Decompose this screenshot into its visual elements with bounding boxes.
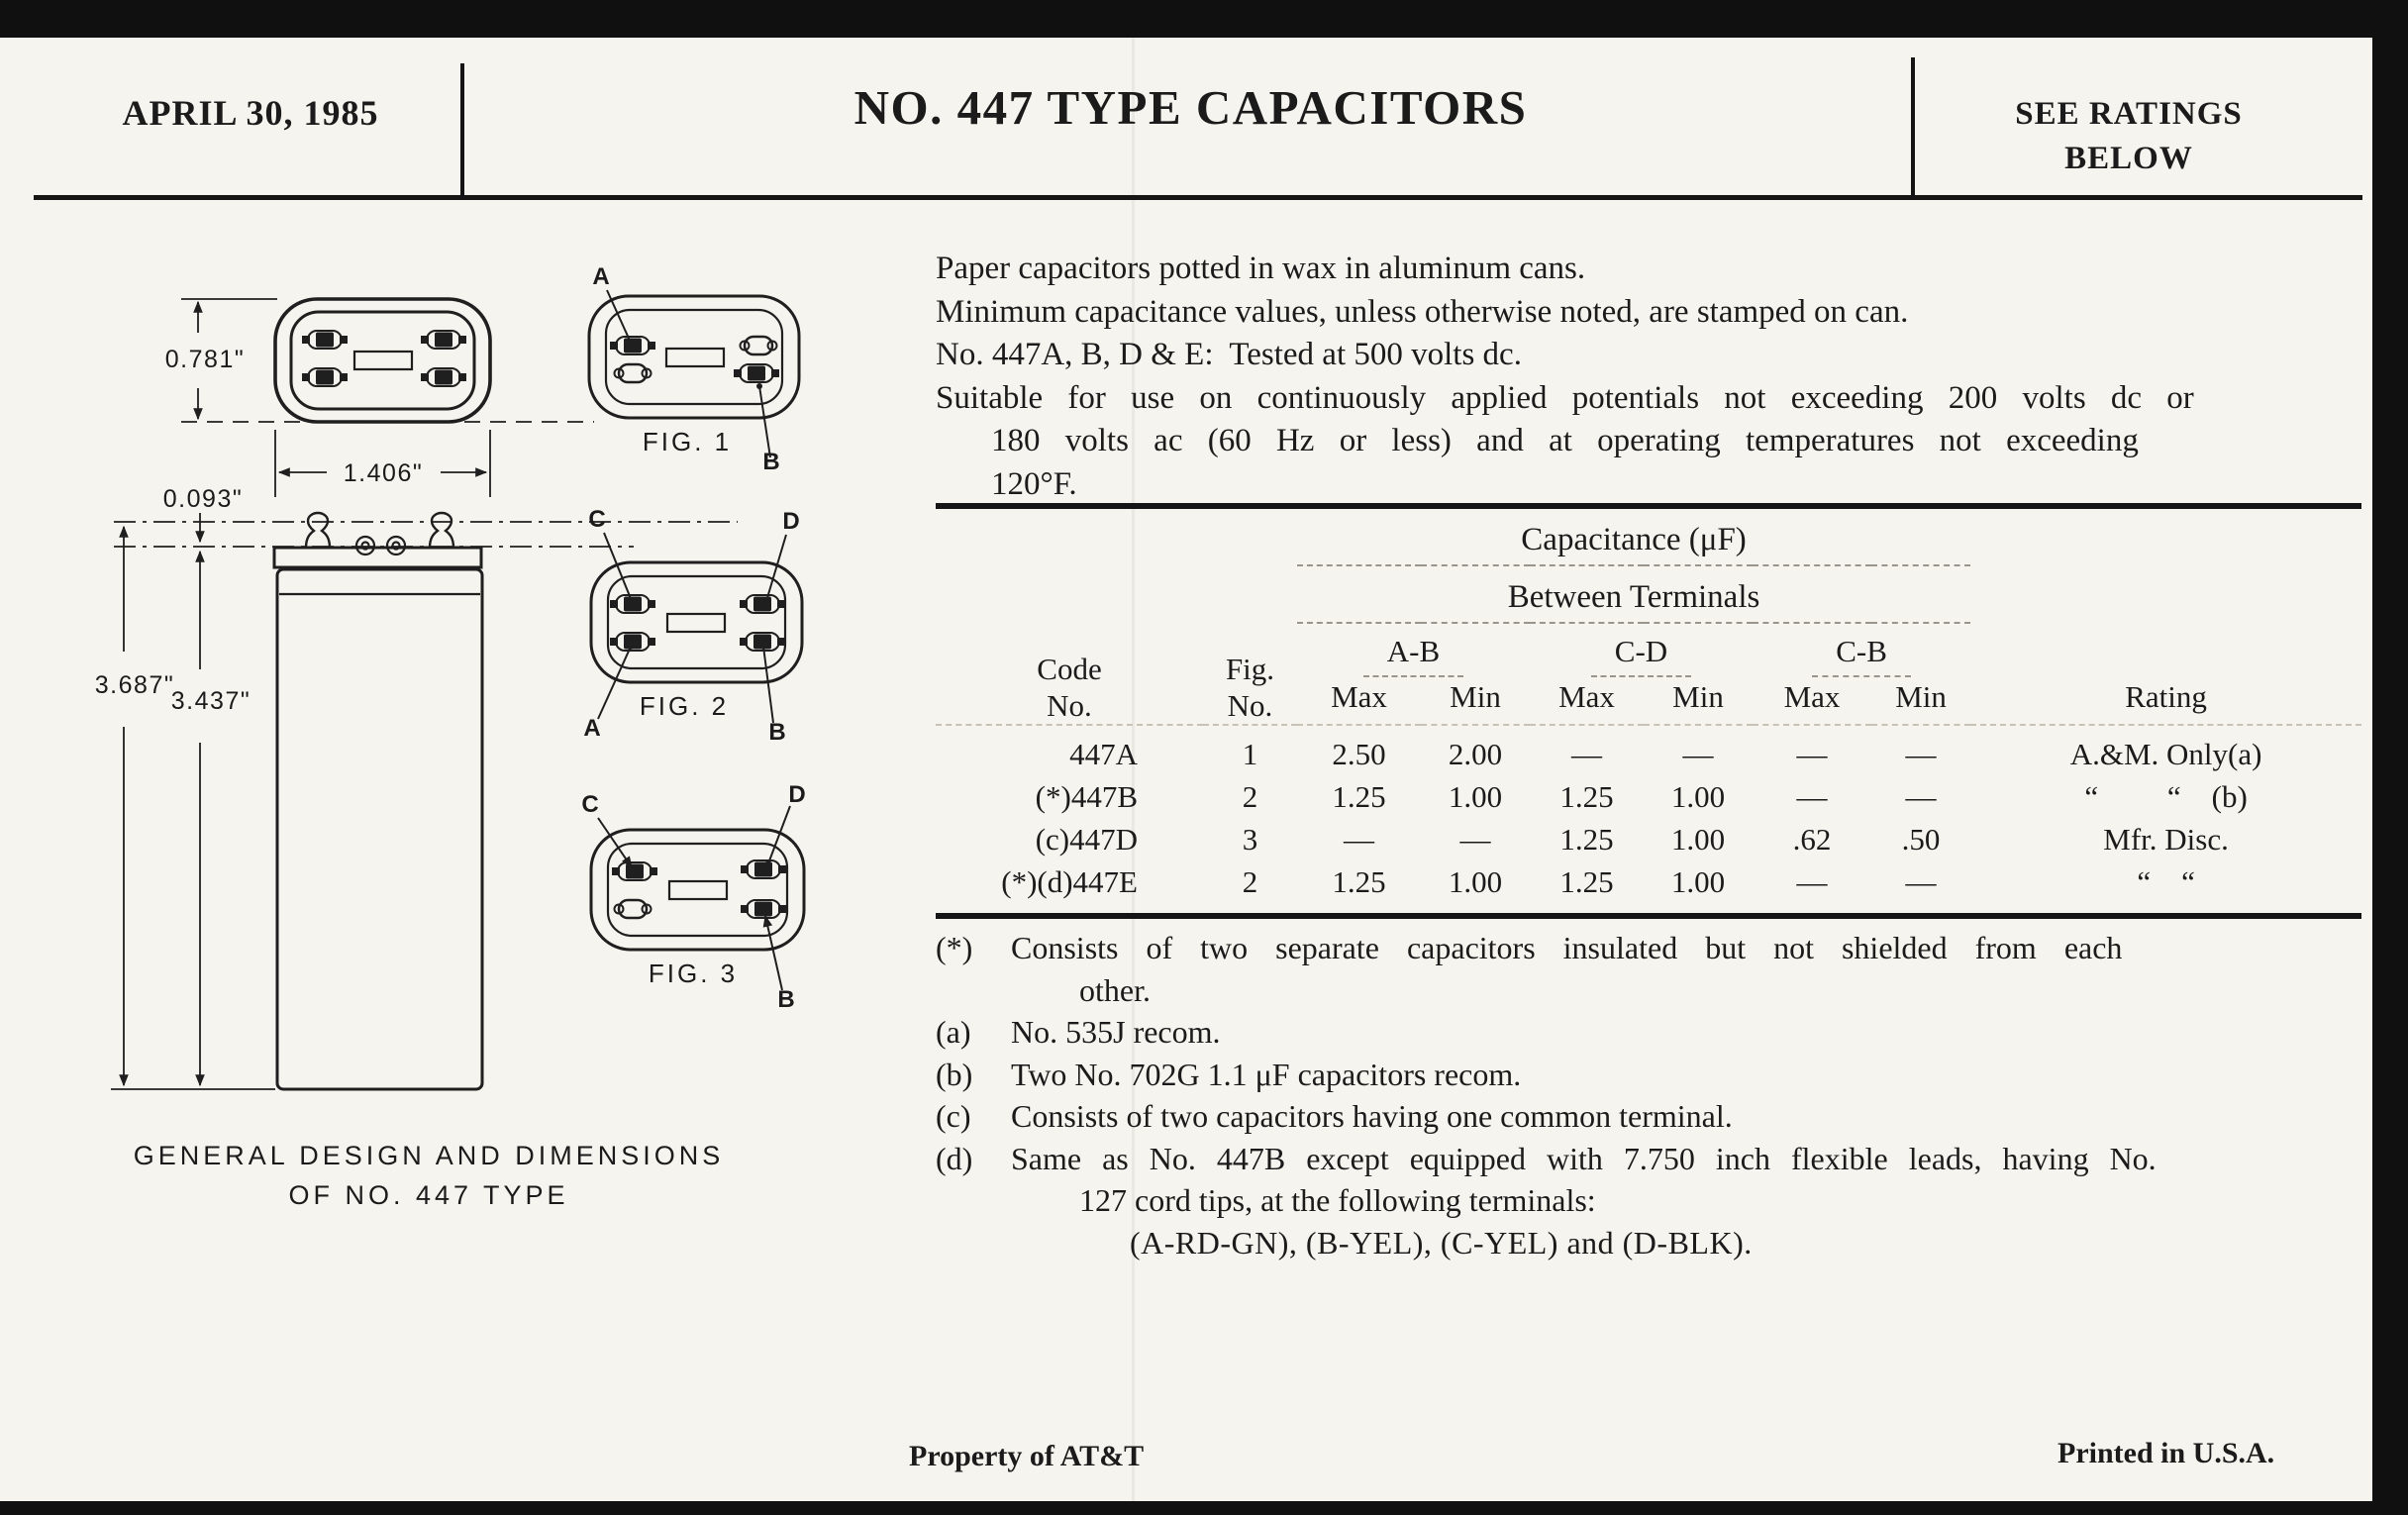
cell-ab-max: 1.25 bbox=[1332, 864, 1386, 899]
printed-notice: Printed in U.S.A. bbox=[2057, 1437, 2275, 1469]
fig2-terminal-d-label: D bbox=[782, 508, 800, 535]
footnote-star: (*) Consists of two separate capacitors insulated but not shielded from each bbox=[936, 930, 2123, 965]
cell-cd-max: 1.25 bbox=[1559, 864, 1614, 899]
col-header-code: Code No. bbox=[936, 623, 1203, 725]
terminal-d-icon bbox=[741, 860, 786, 878]
footnote-d-cont1: 127 cord tips, at the following terminals: bbox=[1079, 1182, 1596, 1218]
col-header-cd-max: Max bbox=[1530, 677, 1644, 725]
terminal-hole-icon bbox=[615, 900, 652, 918]
footnote-d: (d) Same as No. 447B except equipped with 7.750 inch flexible leads, having No. bbox=[936, 1140, 2157, 1176]
cell-cb-min: — bbox=[1905, 737, 1937, 771]
terminal-d-icon bbox=[740, 595, 785, 613]
cell-code: (*)447B bbox=[1035, 779, 1138, 814]
terminal-c-icon bbox=[610, 595, 655, 613]
cell-ab-min: 1.00 bbox=[1448, 864, 1503, 899]
table-row bbox=[936, 772, 2361, 815]
fig2-terminal-c-label: C bbox=[588, 506, 606, 533]
footnote-d-cont2: (A-RD-GN), (B-YEL), (C-YEL) and (D-BLK). bbox=[1130, 1224, 1753, 1261]
ratings-note-line2: BELOW bbox=[2064, 141, 2193, 176]
col-header-ab-max: Max bbox=[1297, 677, 1421, 725]
cell-cd-min: 1.00 bbox=[1670, 779, 1726, 814]
intro-line-2: Minimum capacitance values, unless otherwise noted, are stamped on can. bbox=[936, 293, 1909, 330]
technical-drawing bbox=[59, 238, 881, 1287]
footnote-c: (c) Consists of two capacitors having one common terminal. bbox=[936, 1098, 1733, 1134]
top-view-drawing bbox=[163, 299, 594, 542]
dim-overall-label: 3.687" bbox=[94, 671, 175, 699]
cell-cd-min: — bbox=[1682, 737, 1714, 771]
cell-ab-min: 1.00 bbox=[1448, 779, 1503, 814]
terminal-icon bbox=[302, 331, 348, 349]
drawing-caption-line1: GENERAL DESIGN AND DIMENSIONS bbox=[133, 1141, 725, 1170]
group-header-cb: C-B bbox=[1753, 623, 1970, 677]
cell-cd-max: 1.25 bbox=[1559, 822, 1614, 857]
cell-cb-max: .62 bbox=[1792, 822, 1832, 857]
fig2-terminal-a-label: A bbox=[583, 715, 601, 742]
col-header-cd-min: Min bbox=[1644, 677, 1753, 725]
cell-cb-min: — bbox=[1905, 864, 1937, 899]
terminal-post-icon bbox=[430, 513, 453, 548]
terminal-hole-icon bbox=[741, 337, 777, 354]
cell-cd-min: 1.00 bbox=[1670, 822, 1726, 857]
fig3-terminal-d-label: D bbox=[788, 781, 806, 808]
cell-cd-max: — bbox=[1571, 737, 1602, 771]
property-notice: Property of AT&T bbox=[909, 1440, 1145, 1472]
col-header-fig: Fig. No. bbox=[1203, 623, 1297, 725]
capacitance-table bbox=[936, 503, 2361, 919]
fig1-terminal-a-label: A bbox=[592, 263, 610, 290]
cell-fig: 2 bbox=[1242, 864, 1258, 899]
cell-cb-max: — bbox=[1796, 779, 1828, 814]
footnote-a: (a) No. 535J recom. bbox=[936, 1014, 1221, 1050]
cell-ab-min: — bbox=[1459, 822, 1491, 857]
table-row bbox=[936, 725, 2361, 772]
ratings-note bbox=[1921, 92, 2337, 181]
dim-height-top-label: 0.781" bbox=[164, 346, 246, 373]
table-row bbox=[936, 858, 2361, 916]
cell-cb-min: .50 bbox=[1901, 822, 1941, 857]
header-divider-right bbox=[1911, 57, 1915, 198]
fig3-drawing bbox=[581, 781, 805, 1013]
terminal-b-icon bbox=[741, 900, 786, 918]
cell-fig: 2 bbox=[1242, 779, 1258, 814]
fig2-caption: FIG. 2 bbox=[639, 691, 730, 721]
fig1-drawing bbox=[589, 263, 799, 475]
cell-rating: Mfr. Disc. bbox=[2103, 822, 2229, 857]
table-row bbox=[936, 815, 2361, 858]
cell-fig: 3 bbox=[1242, 822, 1258, 857]
document-page bbox=[0, 38, 2372, 1501]
intro-line-6: 120°F. bbox=[991, 465, 1077, 502]
intro-paragraphs bbox=[936, 248, 2366, 506]
cell-rating: A.&M. Only(a) bbox=[2069, 737, 2262, 771]
cell-cb-max: — bbox=[1796, 864, 1828, 899]
cell-cd-max: 1.25 bbox=[1559, 779, 1614, 814]
col-header-cb-max: Max bbox=[1753, 677, 1871, 725]
fig2-terminal-b-label: B bbox=[768, 719, 786, 746]
fig1-terminal-b-label: B bbox=[762, 449, 780, 475]
cell-cb-max: — bbox=[1796, 737, 1828, 771]
terminal-a-icon bbox=[610, 337, 655, 354]
fig3-terminal-b-label: B bbox=[777, 986, 795, 1013]
cell-code: (*)(d)447E bbox=[1001, 864, 1138, 899]
col-header-rating: Rating bbox=[1970, 623, 2361, 725]
footnotes bbox=[936, 927, 2369, 1263]
fig3-caption: FIG. 3 bbox=[648, 959, 739, 988]
table-title: Capacitance (μF) bbox=[1297, 506, 1970, 565]
header-divider-left bbox=[460, 63, 464, 198]
cell-ab-max: 2.50 bbox=[1332, 737, 1386, 771]
group-header-cd: C-D bbox=[1530, 623, 1753, 677]
cell-cd-min: 1.00 bbox=[1670, 864, 1726, 899]
group-header-ab: A-B bbox=[1297, 623, 1530, 677]
intro-line-4: Suitable for use on continuously applied potentials not exceeding 200 volts dc or bbox=[936, 379, 2194, 416]
intro-line-5: 180 volts ac (60 Hz or less) and at operating temperatures not exceeding bbox=[991, 423, 2139, 458]
ratings-note-line1: SEE RATINGS bbox=[2015, 96, 2243, 132]
cell-cb-min: — bbox=[1905, 779, 1937, 814]
drawing-caption-line2: OF NO. 447 TYPE bbox=[288, 1180, 569, 1210]
col-header-ab-min: Min bbox=[1421, 677, 1530, 725]
cell-ab-max: 1.25 bbox=[1332, 779, 1386, 814]
cell-ab-max: — bbox=[1344, 822, 1374, 857]
issue-date: APRIL 30, 1985 bbox=[122, 93, 379, 133]
cell-ab-min: 2.00 bbox=[1448, 737, 1503, 771]
terminal-b-icon bbox=[734, 364, 779, 382]
footnote-b: (b) Two No. 702G 1.1 μF capacitors recom. bbox=[936, 1056, 1522, 1092]
intro-line-3: No. 447A, B, D & E: Tested at 500 volts dc. bbox=[936, 337, 1522, 372]
terminal-c-icon bbox=[612, 862, 657, 880]
terminal-icon bbox=[421, 368, 466, 386]
cell-code: (c)447D bbox=[1035, 822, 1138, 857]
col-header-cb-min: Min bbox=[1871, 677, 1970, 725]
header-rule bbox=[34, 195, 2362, 200]
fig1-caption: FIG. 1 bbox=[642, 427, 733, 456]
dim-can-label: 3.437" bbox=[170, 687, 251, 715]
cell-fig: 1 bbox=[1242, 737, 1258, 771]
terminal-icon bbox=[421, 331, 466, 349]
cell-rating: “ “ bbox=[2137, 864, 2195, 899]
fig3-terminal-c-label: C bbox=[581, 791, 599, 818]
dim-width-label: 1.406" bbox=[343, 459, 424, 487]
terminal-post-icon bbox=[306, 513, 330, 548]
terminal-hole-icon bbox=[615, 364, 652, 382]
cell-code: 447A bbox=[1069, 737, 1138, 771]
table-subtitle: Between Terminals bbox=[1297, 565, 1970, 623]
cell-rating: “ “ (b) bbox=[2084, 779, 2248, 814]
fig2-drawing bbox=[583, 506, 802, 746]
page-title: NO. 447 TYPE CAPACITORS bbox=[853, 80, 1528, 135]
footnote-star-cont: other. bbox=[1079, 971, 1151, 1008]
terminal-icon bbox=[302, 368, 348, 386]
intro-line-1: Paper capacitors potted in wax in aluminum cans. bbox=[936, 251, 1586, 286]
dim-lip-label: 0.093" bbox=[162, 485, 244, 513]
